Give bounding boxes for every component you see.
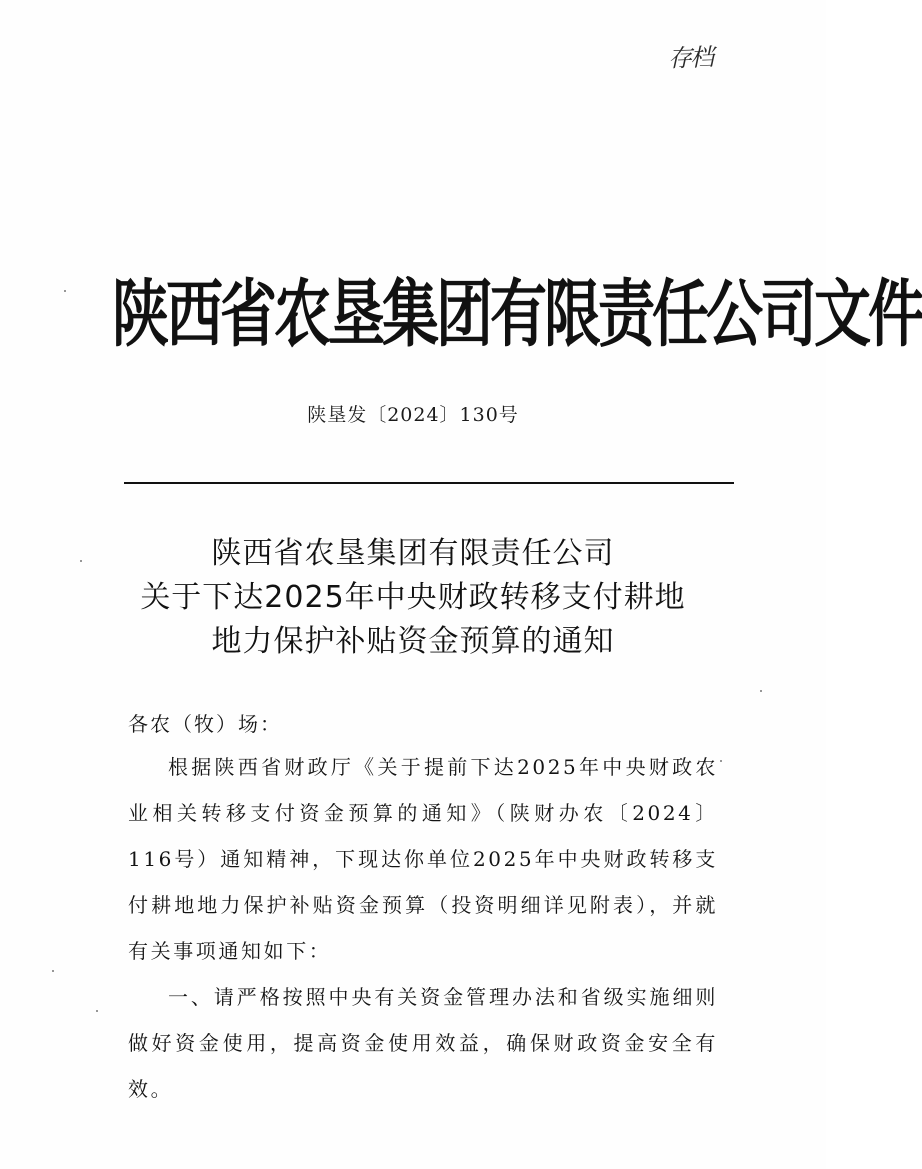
notice-body <box>128 744 718 1112</box>
notice-title-line-1: 陕西省农垦集团有限责任公司 <box>211 536 615 571</box>
body-paragraph: 根据陕西省财政厅《关于提前下达2025年中央财政农业相关转移支付资金预算的通知》（陕财办农〔2024〕116号）通知精神，下现达你单位2025年中央财政转移支付耕地地力保护补贴资金预算（投资明细详见附表），并就有关事项通知如下： <box>128 755 718 963</box>
issuer-header: 陕西省农垦集团有限责任公司文件 <box>112 271 922 358</box>
document-number: 陕垦发〔2024〕130号 <box>307 404 519 426</box>
handwritten-note: 存档 <box>667 43 713 73</box>
body-paragraph: 一、请严格按照中央有关资金管理办法和省级实施细则做好资金使用，提高资金使用效益，确保财政资金安全有效。 <box>128 985 718 1101</box>
salutation: 各农（牧）场： <box>128 712 282 736</box>
header-divider <box>124 482 734 484</box>
notice-title-line-3: 地力保护补贴资金预算的通知 <box>211 624 615 659</box>
notice-title-line-2: 关于下达2025年中央财政转移支付耕地 <box>140 580 686 615</box>
